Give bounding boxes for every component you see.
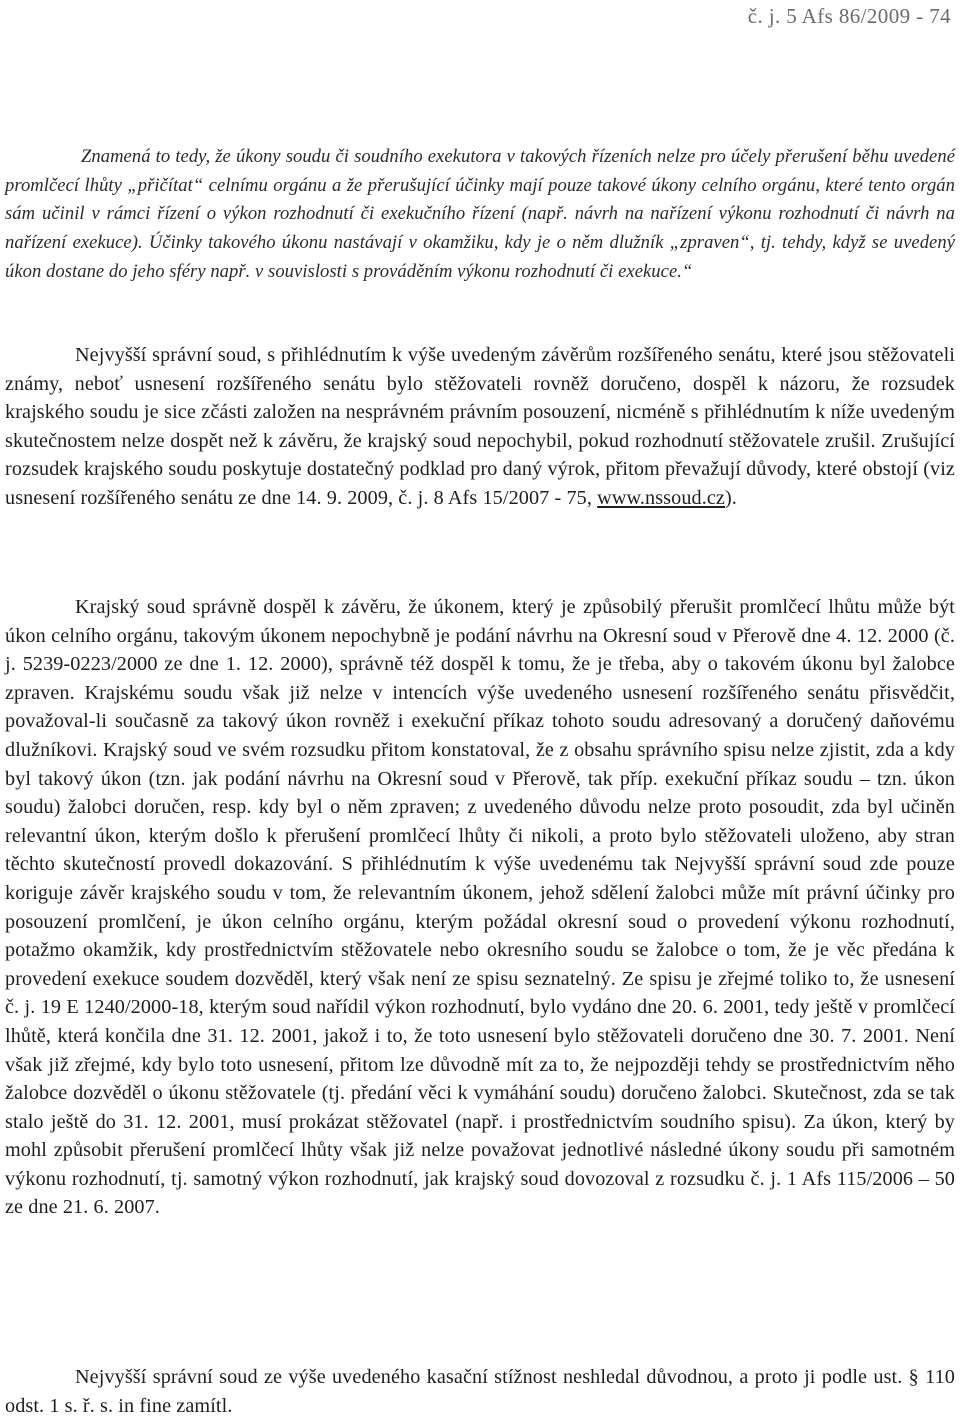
- paragraph-court-reasoning: [5, 341, 955, 513]
- paragraph-regional-court: Krajský soud správně dospěl k závěru, že úkonem, který je způsobilý přerušit promlčecí lhůtu může být úkon celního orgánu, takovým úkonem nepochybně je podání návrhu na Okresní soud v Přerově dne 4. 12. 2000 (č. j. 5239-0223/2000 ze dne 1. 12. 2000), správně též dospěl k tomu, že je třeba, aby o takovém úkonu byl žalobce zpraven. Krajskému soudu však již nelze v intencích výše uvedeného usnesení rozšířeného senátu přisvědčit, považoval-li současně za takový úkon rovněž i exekuční příkaz tohoto soudu adresovaný a doručený daňovému dlužníkovi. Krajský soud ve svém rozsudku přitom konstatoval, že z obsahu správního spisu nelze zjistit, zda a kdy byl takový úkon (tzn. jak podání návrhu na Okresní soud v Přerově, tak příp. exekuční příkaz soudu – tzn. úkon soudu) žalobci doručen, resp. kdy byl o něm zpraven; z uvedeného důvodu nelze proto posoudit, zda byl učiněn relevantní úkon, kterým došlo k přerušení promlčecí lhůty či nikoli, a proto bylo stěžovateli uloženo, aby stran těchto skutečností provedl dokazování. S přihlédnutím k výše uvedenému tak Nejvyšší správní soud zde pouze koriguje závěr krajského soudu v tom, že relevantním úkonem, jehož sdělení žalobci může mít právní účinky pro posouzení promlčení, je úkon celního orgánu, kterým požádal okresní soud o provedení výkonu rozhodnutí, potažmo okamžik, kdy prostřednictvím stěžovatele nebo okresního soudu se žalobce o tom, že je věc předána k provedení exekuce soudem dozvěděl, který však není ze spisu seznatelný. Ze spisu je zřejmé toliko to, že usnesení č. j. 19 E 1240/2000-18, kterým soud nařídil výkon rozhodnutí, bylo vydáno dne 20. 6. 2001, tedy ještě v promlčecí lhůtě, která končila dne 31. 12. 2001, jakož i to, že toto usnesení bylo stěžovateli doručeno dne 30. 7. 2001. Není však již zřejmé, kdy bylo toto usnesení, přitom lze důvodně mít za to, že nejpozději tehdy se prostřednictvím něho žalobce dozvěděl o úkonu stěžovatele (tj. předání věci k vymáhání soudu) doručeno žalobci. Skutečnost, zda se tak stalo ještě do 31. 12. 2001, musí prokázat stěžovatel (např. i prostřednictvím soudního spisu). Za úkon, který by mohl způsobit přerušení promlčecí lhůty však již nelze považovat jednotlivé následné úkony soudu při samotném výkonu rozhodnutí, tj. samotný výkon rozhodnutí, jak krajský soud dovozoval z rozsudku č. j. 1 Afs 115/2006 – 50 ze dne 21. 6. 2007.: [5, 596, 955, 1219]
- document-page: [5, 0, 955, 1420]
- paragraph-conclusion: Nejvyšší správní soud ze výše uvedeného kasační stížnost neshledal důvodnou, a proto ji podle ust. § 110 odst. 1 s. ř. s. in fine zamítl.: [5, 1366, 955, 1417]
- case-reference-header: č. j. 5 Afs 86/2009 - 74: [747, 4, 951, 28]
- paragraph-text: Nejvyšší správní soud, s přihlédnutím k výše uvedeným závěrům rozšířeného senátu, které jsou stěžovateli známy, neboť usnesení rozšířeného senátu bylo stěžovateli rovněž doručeno, dospěl k názoru, že rozsudek krajského soudu je sice zčásti založen na nesprávném právním posouzení, nicméně s přihlédnutím k níže uvedeným skutečnostem nelze dospět než k závěru, že krajský soud nepochybil, pokud rozhodnutí stěžovatele zrušil. Zrušující rozsudek krajského soudu poskytuje dostatečný podklad pro daný výrok, přitom převažují důvody, které obstojí (viz usnesení rozšířeného senátu ze dne 14. 9. 2009, č. j. 8 Afs 15/2007 - 75,: [5, 344, 955, 509]
- quoted-passage: Znamená to tedy, že úkony soudu či soudního exekutora v takových řízeních nelze pro účely přerušení běhu uvedené promlčecí lhůty „přičítat“ celnímu orgánu a že přerušující účinky mají pouze takové úkony celního orgánu, které tento orgán sám učinil v rámci řízení o výkon rozhodnutí či exekučního řízení (např. návrh na nařízení výkonu rozhodnutí či návrh na nařízení exekuce). Účinky takového úkonu nastávají v okamžiku, kdy je o něm dlužník „zpraven“, tj. tehdy, když se uvedený úkon dostane do jeho sféry např. v souvislosti s prováděním výkonu rozhodnutí či exekuce.“: [5, 146, 955, 282]
- nssoud-link[interactable]: www.nssoud.cz: [597, 486, 725, 509]
- paragraph-end: ).: [724, 486, 737, 509]
